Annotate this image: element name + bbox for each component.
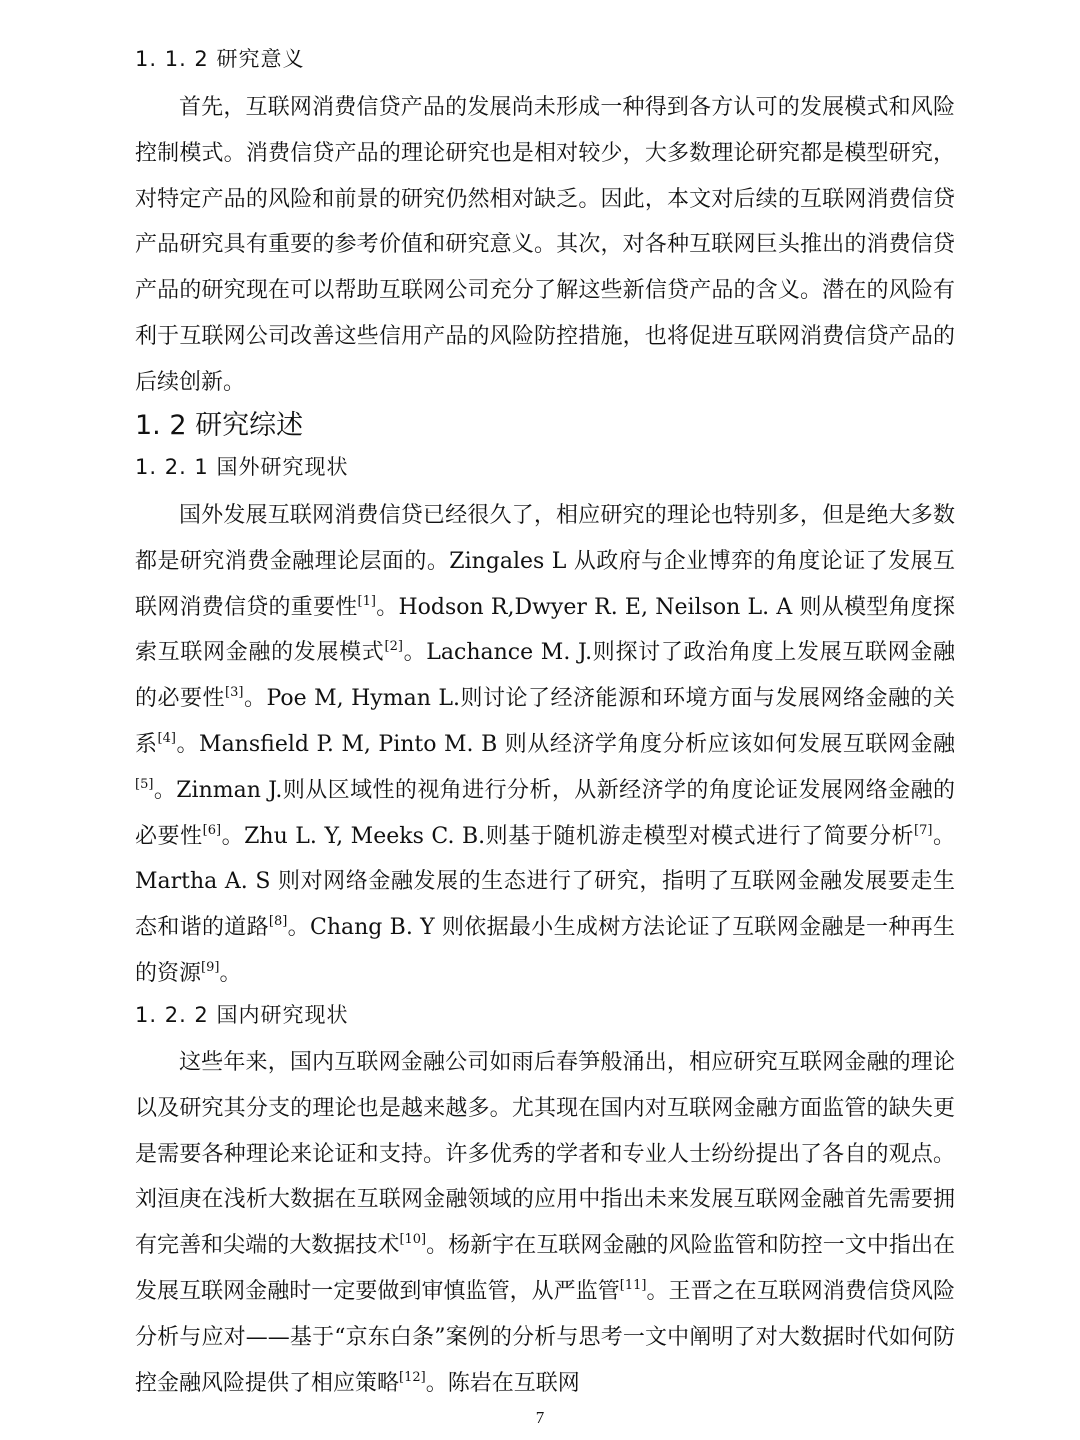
text-run: 。Hodson R,Dwyer R. E, Neilson L. A 则从模型角度探索互联网金融的发展模式 (135, 594, 955, 666)
citation-3: [3] (225, 685, 244, 701)
heading-1-2-2: 1. 2. 2 国内研究现状 (135, 1003, 349, 1027)
section-1-2-1 (135, 452, 955, 482)
citation-11: [11] (619, 1277, 647, 1293)
text-run: 。Zhu L. Y, Meeks C. B.则基于随机游走模型对模式进行了简要分析 (221, 823, 915, 849)
section-1-2 (135, 408, 955, 444)
text-run: 。王晋之在互联网消费信贷风险分析与应对——基于“京东白条”案例的分析与思考一文中阐明了对大数据时代如何防控金融风险提供了相应策略 (135, 1278, 955, 1396)
text-run: 。Lachance M. J.则探讨了政治角度上发展互联网金融的必要性 (135, 640, 955, 712)
paragraph-2 (135, 493, 955, 997)
text-run: 国外发展互联网消费信贷已经很久了，相应研究的理论也特别多，但是绝大多数都是研究消费金融理论层面的。Zingales L 从政府与企业博弈的角度论证了发展互联网消费信贷的重要性 (135, 503, 955, 620)
heading-1-2-1: 1. 2. 1 国外研究现状 (135, 455, 349, 479)
text-run: 。Mansfield P. M, Pinto M. B 则从经济学角度分析应该如何发展互联网金融 (175, 731, 955, 757)
citation-1: [1] (357, 593, 376, 609)
text-run: 。陈岩在互联网 (425, 1370, 580, 1396)
text-run: 。Chang B. Y 则依据最小生成树方法论证了互联网金融是一种再生的资源 (135, 915, 955, 986)
citation-5: [5] (135, 776, 154, 792)
citation-9: [9] (201, 959, 220, 975)
text-run: 。 (219, 960, 242, 986)
citation-10: [10] (399, 1232, 427, 1248)
text-run: 。Poe M, Hyman L.则讨论了经济能源和环境方面与发展网络金融的关系 (135, 686, 955, 757)
citation-12: [12] (399, 1369, 426, 1385)
section-1-2-2 (135, 1000, 955, 1030)
paragraph-1: 首先，互联网消费信贷产品的发展尚未形成一种得到各方认可的发展模式和风险控制模式。消费信贷产品的理论研究也是相对较少，大多数理论研究都是模型研究，对特定产品的风险和前景的研究仍然相对缺乏。因此，本文对后续的互联网消费信贷产品研究具有重要的参考价值和研究意义。其次，对各种互联网巨头推出的消费信贷产品的研究现在可以帮助互联网公司充分了解这些新信贷产品的含义。潜在的风险有利于互联网公司改善这些信用产品的风险防控措施，也将促进互联网消费信贷产品的后续创新。 (135, 95, 955, 395)
paragraph-3 (135, 1040, 955, 1406)
citation-2: [2] (384, 639, 403, 655)
heading-1-2: 1. 2 研究综述 (135, 410, 304, 441)
text-run: 。杨新宇在互联网金融的风险监管和防控一文中指出在发展互联网金融时一定要做到审慎监管，从严监管 (135, 1233, 955, 1304)
citation-8: [8] (268, 914, 288, 930)
text-run: 。Zinman J.则从区域性的视角进行分析，从新经济学的角度论证发展网络金融的必要性 (135, 777, 955, 849)
citation-7: [7] (914, 822, 933, 838)
citation-6: [6] (202, 822, 222, 838)
paragraph-domestic-research (135, 1040, 955, 1406)
section-1-1-2 (135, 44, 955, 74)
paragraph-significance (135, 85, 955, 406)
text-run: 。Martha A. S 则对网络金融发展的生态进行了研究，指明了互联网金融发展要走生态和谐的道路 (135, 823, 955, 941)
citation-4: [4] (157, 730, 176, 746)
text-run: 这些年来，国内互联网金融公司如雨后春笋般涌出，相应研究互联网金融的理论以及研究其分支的理论也是越来越多。尤其现在国内对互联网金融方面监管的缺失更是需要各种理论来论证和支持。许多优秀的学者和专业人士纷纷提出了各自的观点。刘洹庚在浅析大数据在互联网金融领域的应用中指出未来发展互联网金融首先需要拥有完善和尖端的大数据技术 (135, 1050, 955, 1259)
heading-1-1-2: 1. 1. 2 研究意义 (135, 47, 305, 71)
paragraph-foreign-research (135, 493, 955, 997)
page-number: 7 (535, 1408, 545, 1427)
